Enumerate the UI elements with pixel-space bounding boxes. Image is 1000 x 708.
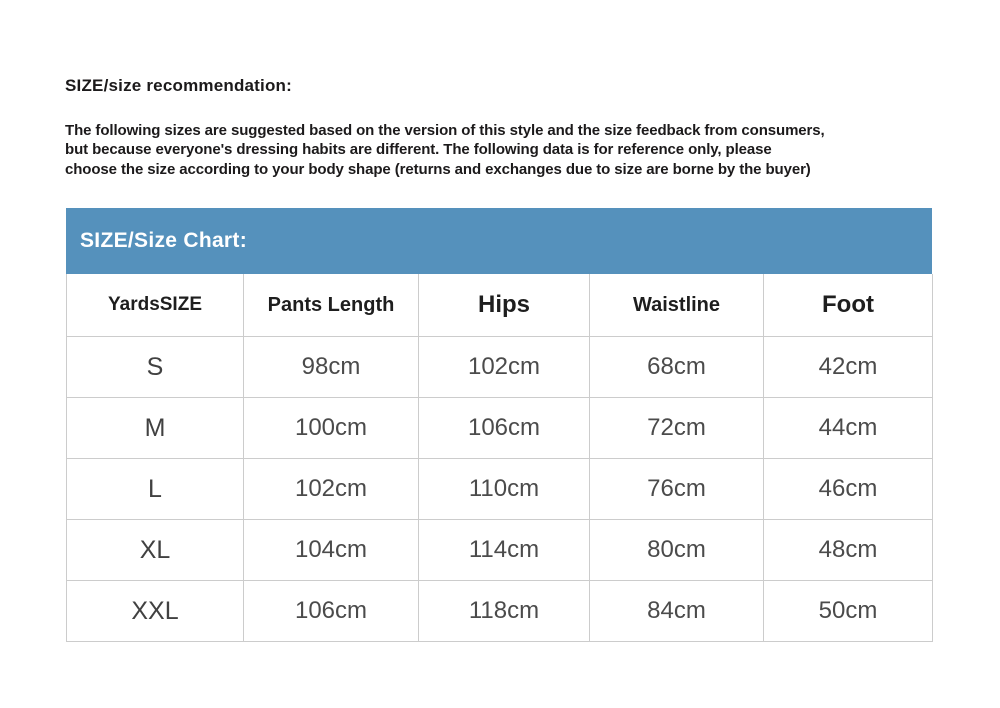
measurement-cell: 42cm — [764, 337, 933, 398]
measurement-cell: 102cm — [419, 337, 590, 398]
description-line: The following sizes are suggested based on the version of this style and the size feedback from consumers, — [65, 122, 825, 139]
measurement-cell: 104cm — [244, 520, 419, 581]
measurement-cell: 110cm — [419, 459, 590, 520]
measurement-cell: 102cm — [244, 459, 419, 520]
size-cell: M — [67, 398, 244, 459]
table-row — [67, 459, 933, 520]
size-cell: XXL — [67, 581, 244, 642]
measurement-cell: 44cm — [764, 398, 933, 459]
table-row — [67, 398, 933, 459]
page-title: SIZE/size recommendation: — [65, 76, 292, 95]
size-cell: L — [67, 459, 244, 520]
column-header-yards-size: YardsSIZE — [67, 274, 244, 337]
size-cell: S — [67, 337, 244, 398]
table-row — [67, 581, 933, 642]
size-chart-section — [66, 208, 932, 642]
measurement-cell: 100cm — [244, 398, 419, 459]
measurement-cell: 48cm — [764, 520, 933, 581]
description-line: choose the size according to your body shape (returns and exchanges due to size are borne by the buyer) — [65, 160, 811, 178]
size-table — [66, 274, 933, 642]
table-header-row — [67, 274, 933, 337]
measurement-cell: 84cm — [590, 581, 764, 642]
measurement-cell: 50cm — [764, 581, 933, 642]
measurement-cell: 114cm — [419, 520, 590, 581]
column-header-foot: Foot — [764, 274, 933, 337]
measurement-cell: 106cm — [419, 398, 590, 459]
measurement-cell: 46cm — [764, 459, 933, 520]
size-chart-title-bar — [66, 208, 932, 274]
measurement-cell: 106cm — [244, 581, 419, 642]
description-line: but because everyone's dressing habits are different. The following data is for reference only, please — [65, 141, 772, 159]
size-chart-title: SIZE/Size Chart: — [80, 229, 247, 252]
table-row — [67, 337, 933, 398]
column-header-waistline: Waistline — [590, 274, 764, 337]
size-recommendation-paragraph — [65, 121, 825, 179]
measurement-cell: 72cm — [590, 398, 764, 459]
size-cell: XL — [67, 520, 244, 581]
table-row — [67, 520, 933, 581]
measurement-cell: 98cm — [244, 337, 419, 398]
measurement-cell: 68cm — [590, 337, 764, 398]
measurement-cell: 118cm — [419, 581, 590, 642]
measurement-cell: 76cm — [590, 459, 764, 520]
column-header-pants-length: Pants Length — [244, 274, 419, 337]
column-header-hips: Hips — [419, 274, 590, 337]
measurement-cell: 80cm — [590, 520, 764, 581]
